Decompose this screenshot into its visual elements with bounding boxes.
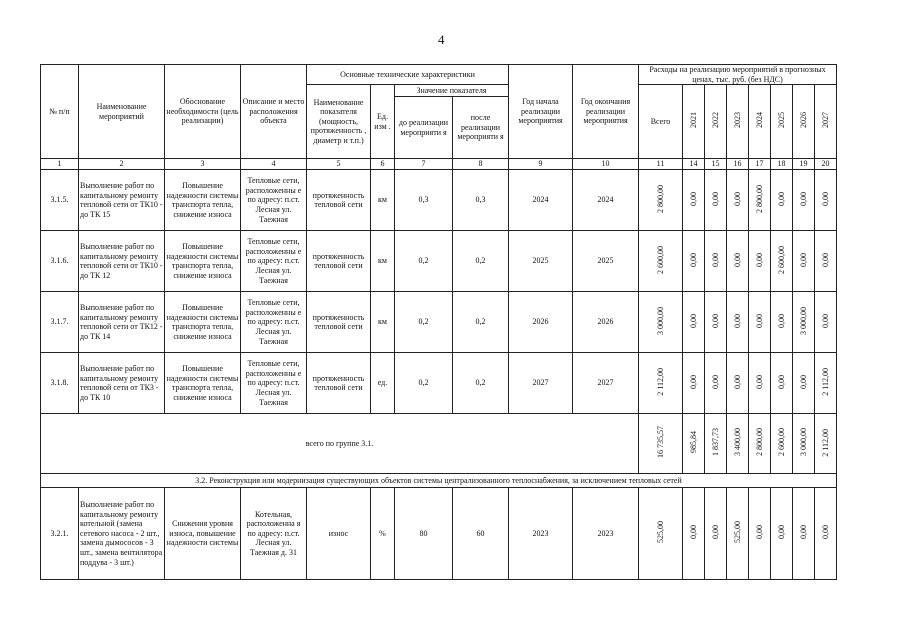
row-year-value: 0,00 (705, 292, 727, 353)
header-year: 2024 (749, 85, 771, 159)
table-row (41, 170, 837, 231)
row-total: 3 000,00 (639, 292, 683, 353)
row-total: 2 800,00 (639, 170, 683, 231)
group-total-year: 3 000,00 (793, 414, 815, 474)
col-number: 19 (793, 159, 815, 170)
row-year-value: 0,00 (683, 170, 705, 231)
table-row (41, 488, 837, 580)
row-location: Тепловые сети, расположенны е по адресу: п.ст. Лесная ул. Таежная (241, 353, 307, 414)
col-number: 7 (395, 159, 453, 170)
row-end: 2027 (573, 353, 639, 414)
col-number: 6 (371, 159, 395, 170)
row-year-value: 0,00 (683, 353, 705, 414)
row-end: 2025 (573, 231, 639, 292)
row-year-value: 2 600,00 (771, 231, 793, 292)
row-year-value: 0,00 (749, 353, 771, 414)
row-indicator: протяженность тепловой сети (307, 353, 371, 414)
row-after: 0,2 (453, 353, 509, 414)
row-unit: км (371, 231, 395, 292)
group-total-year: 3 400,00 (727, 414, 749, 474)
row-reason: Повышение надежности системы транспорта тепла, снижение износа (165, 292, 241, 353)
col-number: 5 (307, 159, 371, 170)
row-year-value: 0,00 (705, 488, 727, 580)
header-before: до реализации мероприяти я (395, 97, 453, 159)
row-reason: Снижения уровня износа, повышение надежности системы (165, 488, 241, 580)
row-year-value: 0,00 (727, 170, 749, 231)
row-start: 2026 (509, 292, 573, 353)
col-number: 8 (453, 159, 509, 170)
row-before: 80 (395, 488, 453, 580)
row-year-value: 0,00 (683, 488, 705, 580)
row-unit: км (371, 170, 395, 231)
row-num: 3.2.1. (41, 488, 79, 580)
row-total: 2 112,00 (639, 353, 683, 414)
col-number: 9 (509, 159, 573, 170)
row-year-value: 2 112,00 (815, 353, 837, 414)
row-total: 525,00 (639, 488, 683, 580)
row-year-value: 0,00 (793, 170, 815, 231)
group-total-year: 2 600,00 (771, 414, 793, 474)
header-total: Всего (639, 85, 683, 159)
col-number: 18 (771, 159, 793, 170)
row-num: 3.1.8. (41, 353, 79, 414)
row-year-value: 0,00 (793, 353, 815, 414)
header-location: Описание и место расположения объекта (241, 65, 307, 159)
row-year-value: 0,00 (815, 488, 837, 580)
table-row (41, 353, 837, 414)
row-reason: Повышение надежности системы транспорта тепла, снижение износа (165, 170, 241, 231)
row-num: 3.1.5. (41, 170, 79, 231)
row-reason: Повышение надежности системы транспорта тепла, снижение износа (165, 353, 241, 414)
row-indicator: протяженность тепловой сети (307, 231, 371, 292)
header-num: № п/п (41, 65, 79, 159)
header-year: 2022 (705, 85, 727, 159)
group-total-year: 985,84 (683, 414, 705, 474)
header-unit: Ед. изм . (371, 85, 395, 159)
col-number: 15 (705, 159, 727, 170)
header-costs-group: Расходы на реализацию мероприятий в прогнозных ценах, тыс. руб. (без НДС) (639, 65, 837, 85)
header-reason: Обоснование необходимости (цель реализации) (165, 65, 241, 159)
row-location: Тепловые сети, расположенны е по адресу: п.ст. Лесная ул. Таежная (241, 231, 307, 292)
row-name: Выполнение работ по капитальному ремонту котельной (замена сетевого насоса - 2 шт., замена дымососов - 3 шт., замена вентилятора поддува - 3 шт.) (79, 488, 165, 580)
row-name: Выполнение работ по капитальному ремонту тепловой сети от ТК12 - до ТК 14 (79, 292, 165, 353)
row-end: 2026 (573, 292, 639, 353)
row-end: 2024 (573, 170, 639, 231)
header-name: Наименование мероприятий (79, 65, 165, 159)
row-after: 0,2 (453, 292, 509, 353)
row-year-value: 0,00 (771, 170, 793, 231)
row-year-value: 0,00 (705, 231, 727, 292)
col-number: 10 (573, 159, 639, 170)
row-start: 2023 (509, 488, 573, 580)
row-after: 0,3 (453, 170, 509, 231)
row-year-value: 0,00 (727, 231, 749, 292)
col-number: 11 (639, 159, 683, 170)
header-year: 2025 (771, 85, 793, 159)
row-name: Выполнение работ по капитальному ремонту тепловой сети от ТК10 - до ТК 15 (79, 170, 165, 231)
row-unit: ед. (371, 353, 395, 414)
row-before: 0,2 (395, 292, 453, 353)
section-title: 3.2. Реконструкция или модернизация существующих объектов системы централизованного теплоснабжения, за исключением тепловых сетей (41, 474, 837, 488)
row-unit: % (371, 488, 395, 580)
row-year-value: 0,00 (683, 292, 705, 353)
group-total-label: всего по группе 3.1. (41, 414, 639, 474)
row-indicator: износ (307, 488, 371, 580)
row-year-value: 2 800,00 (749, 170, 771, 231)
row-year-value: 0,00 (771, 353, 793, 414)
header-indicator-name: Наименование показателя (мощность, протяженность , диаметр и т.п.) (307, 85, 371, 159)
row-year-value: 0,00 (815, 292, 837, 353)
row-year-value: 0,00 (705, 170, 727, 231)
row-year-value: 0,00 (815, 170, 837, 231)
group-total-year: 2 800,00 (749, 414, 771, 474)
header-after: после реализации мероприяти я (453, 97, 509, 159)
row-before: 0,2 (395, 353, 453, 414)
header-year: 2021 (683, 85, 705, 159)
col-number: 16 (727, 159, 749, 170)
row-name: Выполнение работ по капитальному ремонту тепловой сети от ТК3 - до ТК 10 (79, 353, 165, 414)
row-location: Тепловые сети, расположенны е по адресу: п.ст. Лесная ул. Таежная (241, 292, 307, 353)
header-tech-group: Основные технические характеристики (307, 65, 509, 85)
row-end: 2023 (573, 488, 639, 580)
header-year: 2026 (793, 85, 815, 159)
row-unit: км (371, 292, 395, 353)
row-year-value: 0,00 (793, 488, 815, 580)
group-total-row (41, 414, 837, 474)
row-year-value: 0,00 (705, 353, 727, 414)
header-start-year: Год начала реализации мероприятия (509, 65, 573, 159)
col-number: 1 (41, 159, 79, 170)
row-start: 2025 (509, 231, 573, 292)
col-number: 17 (749, 159, 771, 170)
row-start: 2024 (509, 170, 573, 231)
row-year-value: 0,00 (771, 488, 793, 580)
col-number: 2 (79, 159, 165, 170)
row-after: 60 (453, 488, 509, 580)
row-num: 3.1.6. (41, 231, 79, 292)
row-year-value: 0,00 (727, 292, 749, 353)
header-year: 2027 (815, 85, 837, 159)
table-row (41, 292, 837, 353)
col-number: 20 (815, 159, 837, 170)
investment-table (40, 64, 837, 580)
header-end-year: Год окончания реализации мероприятия (573, 65, 639, 159)
table-row (41, 231, 837, 292)
row-year-value: 0,00 (727, 353, 749, 414)
row-indicator: протяженность тепловой сети (307, 170, 371, 231)
col-number: 3 (165, 159, 241, 170)
row-year-value: 0,00 (771, 292, 793, 353)
row-num: 3.1.7. (41, 292, 79, 353)
row-total: 2 600,00 (639, 231, 683, 292)
row-year-value: 0,00 (815, 231, 837, 292)
row-year-value: 3 000,00 (793, 292, 815, 353)
row-before: 0,2 (395, 231, 453, 292)
row-location: Котельная, расположенна я по адресу: п.ст. Лесная ул. Таежная д. 31 (241, 488, 307, 580)
row-name: Выполнение работ по капитальному ремонту тепловой сети от ТК10 - до ТК 12 (79, 231, 165, 292)
row-indicator: протяженность тепловой сети (307, 292, 371, 353)
header-value-group: Значение показателя (395, 85, 509, 97)
row-start: 2027 (509, 353, 573, 414)
group-total-year: 1 837,73 (705, 414, 727, 474)
row-reason: Повышение надежности системы транспорта тепла, снижение износа (165, 231, 241, 292)
col-number: 14 (683, 159, 705, 170)
row-before: 0,3 (395, 170, 453, 231)
row-year-value: 525,00 (727, 488, 749, 580)
header-year: 2023 (727, 85, 749, 159)
col-number: 4 (241, 159, 307, 170)
row-year-value: 0,00 (749, 292, 771, 353)
row-after: 0,2 (453, 231, 509, 292)
row-year-value: 0,00 (793, 231, 815, 292)
group-total-year: 2 112,00 (815, 414, 837, 474)
page-number: 4 (438, 32, 445, 47)
row-location: Тепловые сети, расположенны е по адресу: п.ст. Лесная ул. Таежная (241, 170, 307, 231)
row-year-value: 0,00 (749, 488, 771, 580)
row-year-value: 0,00 (683, 231, 705, 292)
group-total-value: 16 735,57 (639, 414, 683, 474)
row-year-value: 0,00 (749, 231, 771, 292)
